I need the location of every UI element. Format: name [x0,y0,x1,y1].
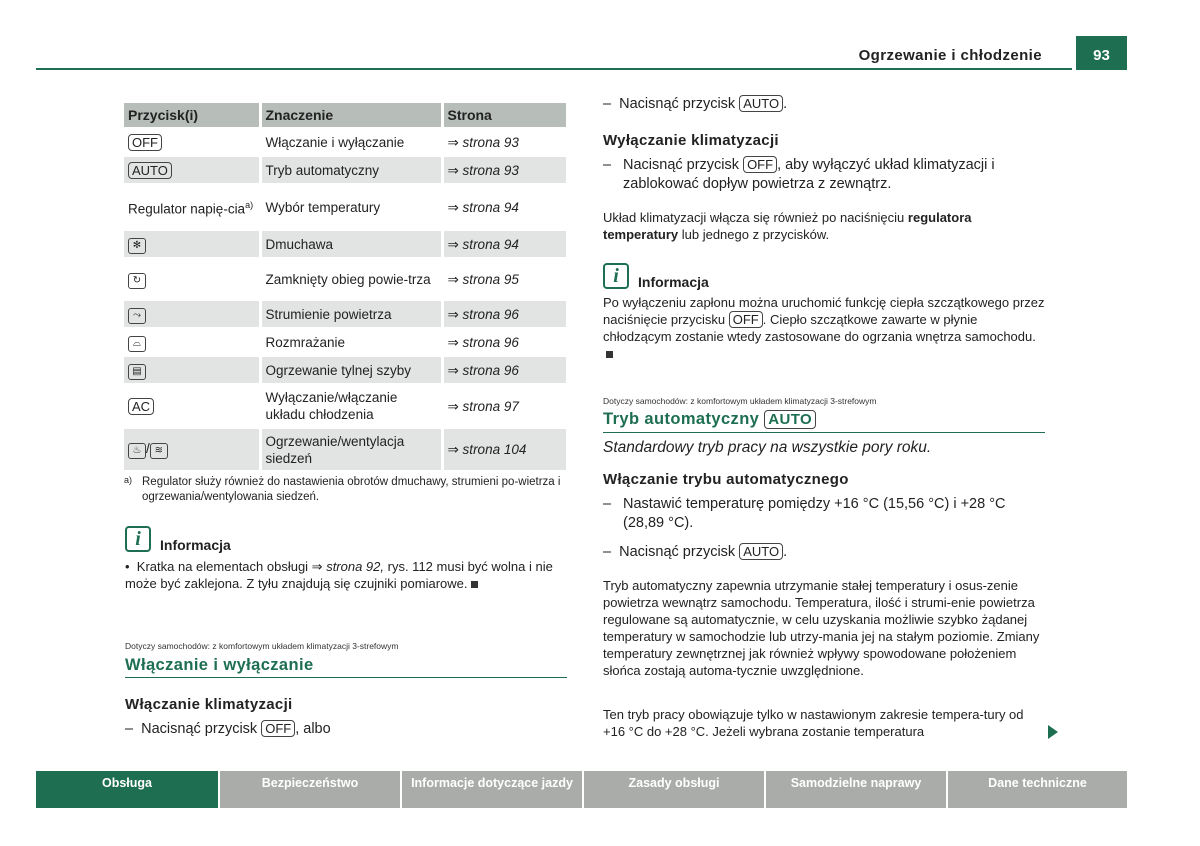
dash: – [603,157,612,173]
table-cell [124,428,260,470]
section-rule [603,432,1045,433]
table-cell [124,328,260,356]
page-ref: ⇒ strona 104 [442,428,566,470]
step-item [603,495,1048,533]
key-label: OFF [729,311,763,328]
page-ref: ⇒ strona 94 [442,230,566,258]
applicability-note: Dotyczy samochodów: z komfortowym układem klimatyzacji 3-strefowym [125,641,399,651]
step-text: . [783,96,788,112]
table-cell: Wybór temperatury [260,184,442,230]
page-link[interactable]: strona 92, [326,559,385,574]
page-ref: ⇒ strona 96 [442,356,566,384]
table-row [124,128,566,156]
section-rule [125,677,567,678]
recirculation-icon: ↻ [128,273,146,289]
step-item [125,720,331,739]
defrost-icon: ⌓ [128,336,146,352]
para-text: lub jednego z przycisków. [678,227,830,242]
info-icon: i [603,263,629,289]
info-text-part: rys. 112 musi być wolna i nie może być zaklejona. Z tyłu znajdują się czujniki pomiarowe. [125,559,553,591]
table-cell: Dmuchawa [260,230,442,258]
table-cell: Strumienie powietrza [260,300,442,328]
table-cell [124,258,260,300]
table-cell: Ogrzewanie/wentylacja siedzeń [260,428,442,470]
rear-window-heat-icon: ▤ [128,364,146,380]
next-page-arrow-icon[interactable] [1048,725,1058,739]
table-row [124,156,566,184]
step-text: Nacisnąć przycisk [141,721,262,737]
page-ref: ⇒ strona 94 [442,184,566,230]
para-text: Układ klimatyzacji włącza się również po naciśnięciu [603,210,908,225]
table-header-cell: Przycisk(i) [124,103,260,128]
bullet: • [125,559,130,574]
footnote-mark: a) [124,475,133,485]
table-cell [124,356,260,384]
table-cell: Zamknięty obieg powie-trza [260,258,442,300]
table-cell: Tryb automatyczny [260,156,442,184]
paragraph [603,209,1045,243]
table-row [124,428,566,470]
page-ref: ⇒ strona 96 [442,300,566,328]
end-mark-icon [606,351,613,358]
table-cell [124,230,260,258]
info-title: Informacja [160,537,231,553]
fan-icon: ✻ [128,238,146,254]
key-label: AUTO [739,95,783,112]
applicability-note: Dotyczy samochodów: z komfortowym układem klimatyzacji 3-strefowym [603,396,877,406]
section-lead: Standardowy tryb pracy na wszystkie pory roku. [603,439,932,456]
seat-vent-icon: ≋ [150,443,168,459]
table-cell [124,128,260,156]
table-row [124,328,566,356]
table-cell: Ogrzewanie tylnej szyby [260,356,442,384]
info-text-part: Kratka na elementach obsługi ⇒ [136,559,327,574]
table-header-row [124,103,566,128]
step-text: . [783,544,788,560]
table-cell: Włączanie i wyłączanie [260,128,442,156]
key-label: AUTO [764,410,816,429]
dash: – [603,96,612,112]
subsection-title: Włączanie trybu automatycznego [603,471,849,488]
table-row [124,230,566,258]
section-title: Włączanie i wyłączanie [125,656,314,674]
page-number: 93 [1076,36,1127,70]
info-text [603,294,1045,362]
dash: – [603,496,612,512]
table-header-cell: Znaczenie [260,103,442,128]
nav-tab-bezpieczenstwo[interactable]: Bezpieczeństwo [220,771,400,808]
dash: – [603,544,612,560]
step-text: Nacisnąć przycisk [623,157,744,173]
step-text: Nastawić temperaturę pomiędzy +16 °C (15,56 °C) i +28 °C (28,89 °C). [623,496,1006,531]
nav-tab-informacje[interactable]: Informacje dotyczące jazdy [402,771,582,808]
step-text-block [623,156,1048,194]
nav-tab-naprawy[interactable]: Samodzielne naprawy [766,771,946,808]
key-label: AC [128,398,154,415]
info-title: Informacja [638,274,709,290]
table-cell [124,300,260,328]
table-row [124,184,566,230]
info-text-part: . Ciepło szczątkowe zawarte w płynie chłodzącym zostanie wtedy zastosowane do ogrzania wnętrza samochodu. [603,312,1036,344]
subsection-title: Wyłączanie klimatyzacji [603,132,779,149]
table-cell: Rozmrażanie [260,328,442,356]
info-text [125,558,570,592]
step-text: , albo [295,721,331,737]
page-ref: ⇒ strona 93 [442,156,566,184]
page-header-title: Ogrzewanie i chłodzenie [858,47,1042,64]
step-item [603,156,1048,194]
page-ref: ⇒ strona 93 [442,128,566,156]
table-row [124,258,566,300]
table-header-cell: Strona [442,103,566,128]
page-ref: ⇒ strona 97 [442,384,566,428]
nav-tab-dane[interactable]: Dane techniczne [948,771,1127,808]
para-bold: regulatora temperatury [603,210,972,242]
key-label: OFF [261,720,295,737]
section-title [603,410,816,429]
footnote-text: Regulator służy również do nastawienia obrotów dmuchawy, strumieni po-wietrza i ogrzewania/wentylowania siedzeń. [142,476,561,503]
section-title-text: Tryb automatyczny [603,410,760,428]
end-mark-icon [471,581,478,588]
controls-table [124,103,566,470]
table-cell [124,384,260,428]
page-ref: ⇒ strona 95 [442,258,566,300]
table-cell: Wyłączanie/włączanie układu chłodzenia [260,384,442,428]
table-footnote [124,475,568,505]
airflow-icon: ⤳ [128,308,146,324]
paragraph: Tryb automatyczny zapewnia utrzymanie stałej temperatury i osus-zenie powietrza wewnątrz samochodu. Temperatura, ilość i strumi-enie powietrza regulowane są automatycznie, w celu uzyskania możliwie szybko żądanej temperatury w samochodzie lub utrzy-mania jej na stałym poziomie. Zmiany temperatury zewnętrznej jak również wpływy spowodowane położeniem słońca zostają automa-tycznie uwzględnione. [603,578,1040,678]
key-text: Regulator napię-cia [128,201,246,217]
footnote-ref: a) [245,199,254,210]
key-label: OFF [743,156,777,173]
table-row [124,384,566,428]
dash: – [125,721,134,737]
subsection-title: Włączanie klimatyzacji [125,696,293,713]
step-text: Nacisnąć przycisk [619,544,740,560]
bottom-nav [36,771,1127,808]
paragraph: Ten tryb pracy obowiązuje tylko w nastawionym zakresie tempera-tury od +16 °C do +28 °C. Jeżeli wybrana zostanie temperatura [603,707,1024,739]
page-ref: ⇒ strona 96 [442,328,566,356]
step-item [603,543,787,562]
info-icon: i [125,526,151,552]
info-text-part: Po wyłączeniu zapłonu można uruchomić funkcję ciepła szczątkowego przez naciśnięcie przycisku [603,295,1045,327]
header-rule [36,68,1072,70]
nav-tab-zasady[interactable]: Zasady obsługi [584,771,764,808]
step-item [603,95,787,114]
table-cell [124,184,260,230]
table-row [124,300,566,328]
table-row [124,356,566,384]
step-text: Nacisnąć przycisk [619,96,740,112]
step-text: , aby wyłączyć układ klimatyzacji i zablokować dopływ powietrza z zewnątrz. [623,157,995,192]
key-label: OFF [128,134,162,151]
key-label: AUTO [128,162,172,179]
separator: / [146,441,150,456]
seat-heat-icon: ♨ [128,443,146,459]
key-label: AUTO [739,543,783,560]
table-cell [124,156,260,184]
nav-tab-obsluga[interactable]: Obsługa [36,771,218,808]
